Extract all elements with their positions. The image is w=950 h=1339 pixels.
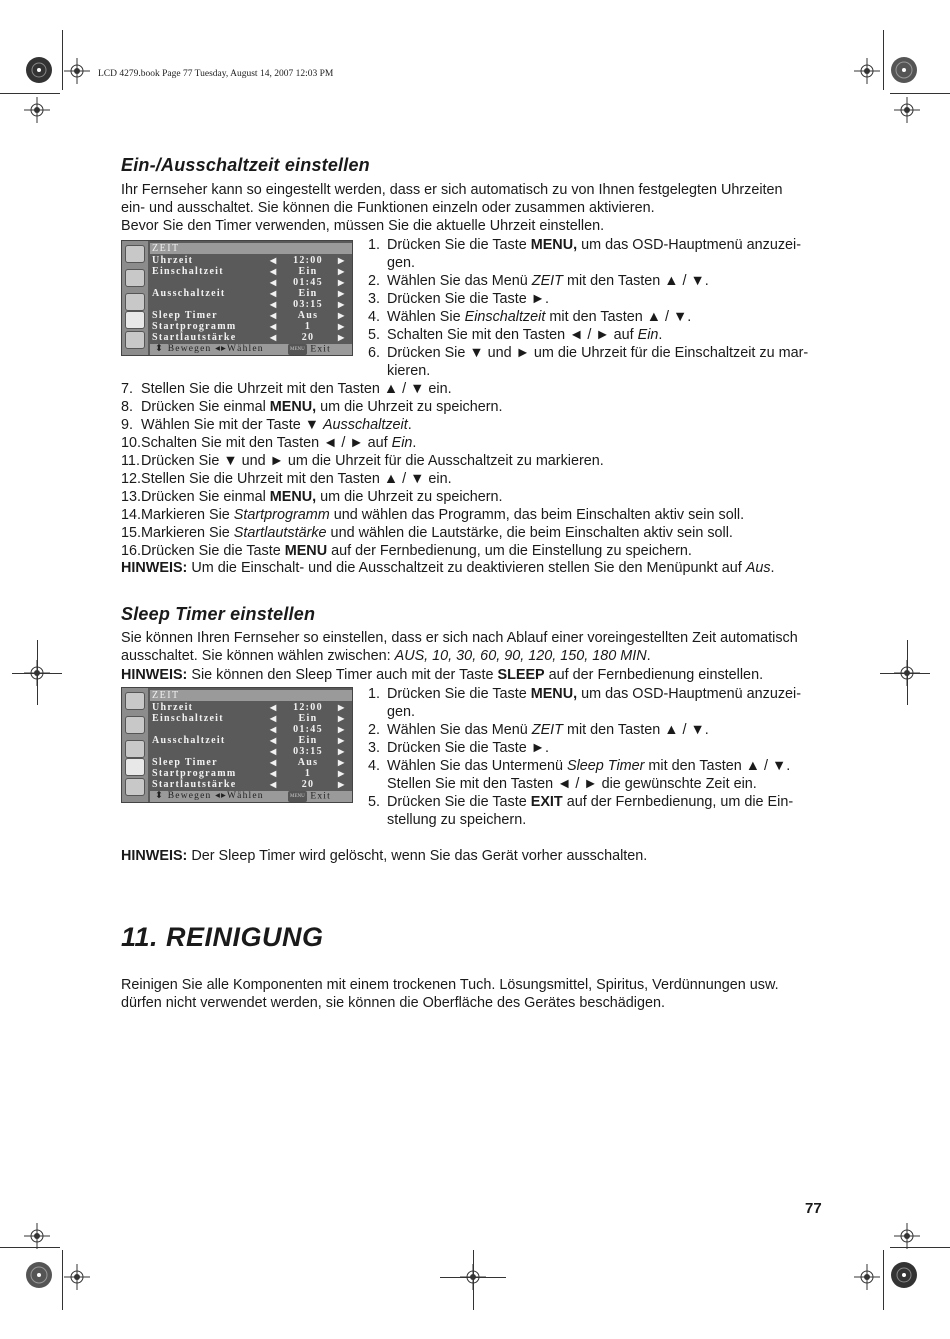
hint-label: HINWEIS: [121, 667, 188, 683]
osd-value: Aus [297, 757, 319, 768]
step-text: stellung zu speichern. [387, 812, 527, 828]
step-emphasis: Startprogramm [233, 507, 330, 523]
text: . [646, 648, 651, 664]
step-text: um die Uhrzeit zu speichern. [316, 489, 503, 505]
crop-mark [62, 1250, 63, 1310]
left-arrow-icon: ◀ [270, 311, 278, 320]
osd-footer [150, 344, 352, 355]
osd-value: 03:15 [293, 746, 323, 757]
step-text: Wählen Sie das Untermenü [387, 758, 567, 774]
up-down-icon: ⬍ [155, 344, 165, 354]
step-emphasis: Ein [391, 435, 413, 451]
osd-row [150, 288, 352, 299]
step-number: 4. [368, 309, 381, 325]
step-line [368, 721, 709, 739]
note-label: HINWEIS: [121, 848, 188, 864]
osd-value: 20 [301, 332, 315, 343]
paragraph-line: Bevor Sie den Timer verwenden, müssen Sie die aktuelle Uhrzeit einstellen. [121, 218, 605, 234]
picture-icon [125, 692, 145, 710]
left-arrow-icon: ◀ [270, 758, 278, 767]
osd-row [150, 713, 352, 724]
osd-value: Ein [298, 713, 318, 724]
left-right-icon: ◂▸ [215, 791, 228, 801]
tv-icon [125, 331, 145, 349]
note-text: Um die Einschalt- und die Ausschaltzeit zu deaktivieren stellen Sie den Menüpunkt auf [187, 560, 746, 576]
osd-label: Sleep Timer [152, 757, 218, 768]
step-line [121, 452, 604, 470]
osd-label: Ausschaltzeit [152, 735, 226, 746]
crosshair-icon [854, 58, 880, 84]
up-down-icon: ⬍ [155, 791, 165, 801]
step-line [368, 326, 662, 344]
step-number: 9. [121, 417, 134, 433]
step-text: gen. [387, 255, 416, 271]
page-number: 77 [805, 1200, 822, 1217]
crosshair-icon [854, 1264, 880, 1290]
step-text: Drücken Sie die Taste [387, 794, 531, 810]
osd-menu-screenshot [121, 240, 353, 356]
step-line [368, 362, 430, 380]
osd-title: ZEIT [150, 243, 352, 254]
registration-wheel-icon [889, 1260, 919, 1290]
step-text: Drücken Sie einmal [141, 489, 270, 505]
osd-select-label: Wählen [227, 344, 264, 354]
osd-label: Startlautstärke [152, 779, 237, 790]
step-text: Drücken Sie die Taste [387, 686, 531, 702]
right-arrow-icon: ▶ [338, 714, 346, 723]
crop-mark [473, 1250, 474, 1310]
audio-icon [125, 716, 145, 734]
step-line [368, 290, 549, 308]
step-emphasis: EXIT [530, 794, 563, 810]
osd-value: 1 [304, 768, 312, 779]
step-text: Drücken Sie die Taste ►. [387, 291, 549, 307]
left-right-icon: ◂▸ [215, 344, 228, 354]
crop-mark [883, 30, 884, 90]
step-number: 7. [121, 381, 134, 397]
right-arrow-icon: ▶ [338, 736, 346, 745]
osd-row [150, 746, 352, 757]
step-text: Wählen Sie mit der Taste ▼ [141, 417, 323, 433]
step-text: Drücken Sie ▼ und ► um die Uhrzeit für die Einschaltzeit zu mar- [387, 345, 809, 361]
left-arrow-icon: ◀ [270, 322, 278, 331]
osd-row [150, 768, 352, 779]
step-number: 2. [368, 722, 381, 738]
osd-row [150, 702, 352, 713]
osd-exit-label: Exit [310, 344, 331, 355]
step-number: 5. [368, 794, 381, 810]
step-line [121, 398, 503, 416]
step-text: Drücken Sie einmal [141, 399, 270, 415]
step-line [121, 488, 503, 506]
right-arrow-icon: ▶ [338, 333, 346, 342]
step-emphasis: Ausschaltzeit [322, 417, 408, 433]
step-emphasis: Einschaltzeit [464, 309, 546, 325]
registration-wheel-icon [889, 55, 919, 85]
osd-row [150, 277, 352, 288]
audio-icon [125, 269, 145, 287]
paragraph-line: dürfen nicht verwendet werden, sie können die Oberfläche des Gerätes beschädigen. [121, 995, 665, 1011]
step-line [368, 739, 549, 757]
menu-key-icon: MENU [288, 791, 307, 802]
step-text: und wählen das Programm, das beim Einschalten aktiv sein soll. [329, 507, 745, 523]
step-text: . [407, 417, 412, 433]
osd-row [150, 266, 352, 277]
osd-row [150, 724, 352, 735]
step-text: Schalten Sie mit den Tasten ◄ / ► auf [387, 327, 638, 343]
right-arrow-icon: ▶ [338, 256, 346, 265]
osd-value: 01:45 [293, 277, 323, 288]
osd-value: 01:45 [293, 724, 323, 735]
picture-icon [125, 245, 145, 263]
crosshair-icon [894, 1223, 920, 1249]
osd-select-label: Wählen [227, 791, 264, 801]
osd-exit-label: Exit [310, 791, 331, 802]
left-arrow-icon: ◀ [270, 289, 278, 298]
osd-footer [150, 791, 352, 802]
osd-value: 03:15 [293, 299, 323, 310]
step-text: Stellen Sie mit den Tasten ◄ / ► die gewünschte Zeit ein. [387, 776, 757, 792]
step-emphasis: ZEIT [531, 273, 563, 289]
step-text: Drücken Sie die Taste [141, 543, 285, 559]
step-emphasis: MENU, [269, 489, 317, 505]
osd-row [150, 735, 352, 746]
text: auf der Fernbedienung einstellen. [544, 667, 764, 683]
step-text: mit den Tasten ▲ / ▼. [562, 273, 709, 289]
registration-wheel-icon [24, 1260, 54, 1290]
left-arrow-icon: ◀ [270, 300, 278, 309]
tv-icon [125, 778, 145, 796]
step-line [368, 811, 526, 829]
step-emphasis: MENU, [530, 237, 578, 253]
left-arrow-icon: ◀ [270, 267, 278, 276]
crosshair-icon [24, 1223, 50, 1249]
right-arrow-icon: ▶ [338, 267, 346, 276]
left-arrow-icon: ◀ [270, 780, 278, 789]
crop-mark [62, 30, 63, 90]
osd-value: 12:00 [293, 702, 323, 713]
osd-label: Startlautstärke [152, 332, 237, 343]
step-line [368, 793, 793, 811]
step-text: mit den Tasten ▲ / ▼. [644, 758, 791, 774]
osd-menu-screenshot [121, 687, 353, 803]
osd-label: Ausschaltzeit [152, 288, 226, 299]
step-text: mit den Tasten ▲ / ▼. [562, 722, 709, 738]
step-number: 15. [121, 525, 142, 541]
crop-mark [880, 673, 930, 674]
left-arrow-icon: ◀ [270, 725, 278, 734]
step-text: Wählen Sie das Menü [387, 722, 532, 738]
step-line [368, 236, 801, 254]
osd-value: 20 [301, 779, 315, 790]
step-text: Markieren Sie [141, 507, 234, 523]
paragraph-line [121, 647, 651, 665]
step-emphasis: ZEIT [531, 722, 563, 738]
step-line [121, 416, 412, 434]
crop-mark [0, 93, 60, 94]
settings-icon [125, 740, 145, 758]
step-number: 6. [368, 345, 381, 361]
text-bold: SLEEP [497, 667, 545, 683]
note-line [121, 559, 775, 577]
paragraph-line: ein- und ausschaltet. Sie können die Funktionen einzeln oder zusammen aktivieren. [121, 200, 655, 216]
crosshair-icon [894, 97, 920, 123]
right-arrow-icon: ▶ [338, 769, 346, 778]
osd-sidebar [122, 241, 148, 355]
osd-move-label: Bewegen [167, 791, 212, 801]
right-arrow-icon: ▶ [338, 747, 346, 756]
step-text: Drücken Sie die Taste ►. [387, 740, 549, 756]
step-line [121, 434, 416, 452]
right-arrow-icon: ▶ [338, 758, 346, 767]
osd-label: Uhrzeit [152, 255, 194, 266]
step-text: gen. [387, 704, 416, 720]
note-line [121, 847, 647, 865]
osd-label: Startprogramm [152, 321, 237, 332]
text: ausschaltet. Sie können wählen zwischen: [121, 648, 395, 664]
step-text: mit den Tasten ▲ / ▼. [545, 309, 692, 325]
osd-value: 1 [304, 321, 312, 332]
osd-value: 12:00 [293, 255, 323, 266]
step-text: auf der Fernbedienung, um die Einstellung zu speichern. [327, 543, 692, 559]
osd-label: Einschaltzeit [152, 266, 224, 277]
step-emphasis: Sleep Timer [566, 758, 645, 774]
step-text: um das OSD-Hauptmenü anzuzei- [577, 686, 802, 702]
left-arrow-icon: ◀ [270, 256, 278, 265]
osd-row [150, 321, 352, 332]
right-arrow-icon: ▶ [338, 300, 346, 309]
right-arrow-icon: ▶ [338, 322, 346, 331]
crosshair-icon [64, 58, 90, 84]
step-text: . [412, 435, 417, 451]
note-text: Der Sleep Timer wird gelöscht, wenn Sie das Gerät vorher ausschalten. [187, 848, 648, 864]
step-line [121, 542, 692, 560]
osd-move-label: Bewegen [167, 344, 212, 354]
step-line [368, 254, 415, 272]
paragraph-line: Reinigen Sie alle Komponenten mit einem trockenen Tuch. Lösungsmittel, Spiritus, Verdünnungen usw. [121, 977, 779, 993]
step-text: und wählen die Lautstärke, die beim Einschalten aktiv sein soll. [326, 525, 733, 541]
crop-mark [890, 93, 950, 94]
left-arrow-icon: ◀ [270, 278, 278, 287]
step-line [368, 757, 790, 775]
note-italic: Aus [745, 560, 771, 576]
osd-label: Sleep Timer [152, 310, 218, 321]
step-line [368, 775, 757, 793]
osd-row [150, 332, 352, 343]
step-line [121, 524, 733, 542]
step-text: . [658, 327, 663, 343]
step-emphasis: Startlautstärke [233, 525, 327, 541]
osd-sidebar [122, 688, 148, 802]
step-number: 13. [121, 489, 142, 505]
step-emphasis: MENU, [530, 686, 578, 702]
step-text: kieren. [387, 363, 431, 379]
print-header: LCD 4279.book Page 77 Tuesday, August 14, 2007 12:03 PM [98, 69, 334, 79]
step-number: 5. [368, 327, 381, 343]
step-emphasis: Ein [637, 327, 659, 343]
osd-row [150, 757, 352, 768]
step-number: 3. [368, 291, 381, 307]
chapter-title: 11. REINIGUNG [121, 922, 324, 952]
step-line [368, 703, 415, 721]
osd-row [150, 310, 352, 321]
text: Sie können den Sleep Timer auch mit der Taste [187, 667, 498, 683]
step-number: 14. [121, 507, 142, 523]
clock-icon [125, 311, 145, 329]
left-arrow-icon: ◀ [270, 703, 278, 712]
left-arrow-icon: ◀ [270, 736, 278, 745]
settings-icon [125, 293, 145, 311]
step-text: um die Uhrzeit zu speichern. [316, 399, 503, 415]
note-label: HINWEIS: [121, 560, 188, 576]
step-number: 10. [121, 435, 142, 451]
step-number: 2. [368, 273, 381, 289]
right-arrow-icon: ▶ [338, 289, 346, 298]
section-title-timer: Ein-/Ausschaltzeit einstellen [121, 155, 370, 175]
hint-line [121, 666, 763, 684]
step-text: um das OSD-Hauptmenü anzuzei- [577, 237, 802, 253]
right-arrow-icon: ▶ [338, 703, 346, 712]
osd-label: Startprogramm [152, 768, 237, 779]
step-number: 3. [368, 740, 381, 756]
step-number: 11. [121, 453, 140, 469]
osd-label: Uhrzeit [152, 702, 194, 713]
step-number: 4. [368, 758, 381, 774]
osd-value: Ein [298, 266, 318, 277]
step-number: 1. [368, 237, 381, 253]
step-line [368, 272, 709, 290]
step-text: Markieren Sie [141, 525, 234, 541]
left-arrow-icon: ◀ [270, 769, 278, 778]
step-text: Wählen Sie das Menü [387, 273, 532, 289]
osd-label: Einschaltzeit [152, 713, 224, 724]
crop-mark [883, 1250, 884, 1310]
step-text: Drücken Sie ▼ und ► um die Uhrzeit für die Ausschaltzeit zu markieren. [141, 453, 604, 469]
crosshair-icon [24, 97, 50, 123]
osd-title: ZEIT [150, 690, 352, 701]
osd-row [150, 779, 352, 790]
paragraph-line: Sie können Ihren Fernseher so einstellen, dass er sich nach Ablauf einer voreingestellten Zeit automatisch [121, 630, 798, 646]
step-line [368, 685, 801, 703]
step-number: 8. [121, 399, 134, 415]
step-emphasis: MENU, [269, 399, 317, 415]
left-arrow-icon: ◀ [270, 714, 278, 723]
crosshair-icon [64, 1264, 90, 1290]
right-arrow-icon: ▶ [338, 780, 346, 789]
osd-value: Aus [297, 310, 319, 321]
section-title-sleep-timer: Sleep Timer einstellen [121, 604, 316, 624]
step-text: Stellen Sie die Uhrzeit mit den Tasten ▲ / ▼ ein. [141, 471, 452, 487]
step-line [368, 308, 691, 326]
osd-value: Ein [298, 735, 318, 746]
step-text: Schalten Sie mit den Tasten ◄ / ► auf [141, 435, 392, 451]
step-number: 1. [368, 686, 381, 702]
osd-row [150, 299, 352, 310]
step-line [121, 470, 452, 488]
osd-row [150, 255, 352, 266]
step-number: 12. [121, 471, 142, 487]
step-text: Stellen Sie die Uhrzeit mit den Tasten ▲ / ▼ ein. [141, 381, 452, 397]
registration-wheel-icon [24, 55, 54, 85]
right-arrow-icon: ▶ [338, 725, 346, 734]
clock-icon [125, 758, 145, 776]
paragraph-line: Ihr Fernseher kann so eingestellt werden, dass er sich automatisch zu von Ihnen festgelegten Uhrzeiten [121, 182, 783, 198]
step-line [368, 344, 808, 362]
menu-key-icon: MENU [288, 344, 307, 355]
step-line [121, 506, 744, 524]
step-line [121, 380, 452, 398]
step-text: Drücken Sie die Taste [387, 237, 531, 253]
step-number: 16. [121, 543, 142, 559]
text-italic: AUS, 10, 30, 60, 90, 120, 150, 180 MIN [394, 648, 647, 664]
right-arrow-icon: ▶ [338, 278, 346, 287]
left-arrow-icon: ◀ [270, 747, 278, 756]
left-arrow-icon: ◀ [270, 333, 278, 342]
step-text: auf der Fernbedienung, um die Ein- [562, 794, 794, 810]
osd-value: Ein [298, 288, 318, 299]
right-arrow-icon: ▶ [338, 311, 346, 320]
note-end: . [770, 560, 775, 576]
step-text: Wählen Sie [387, 309, 465, 325]
crop-mark [12, 673, 62, 674]
step-emphasis: MENU [284, 543, 328, 559]
